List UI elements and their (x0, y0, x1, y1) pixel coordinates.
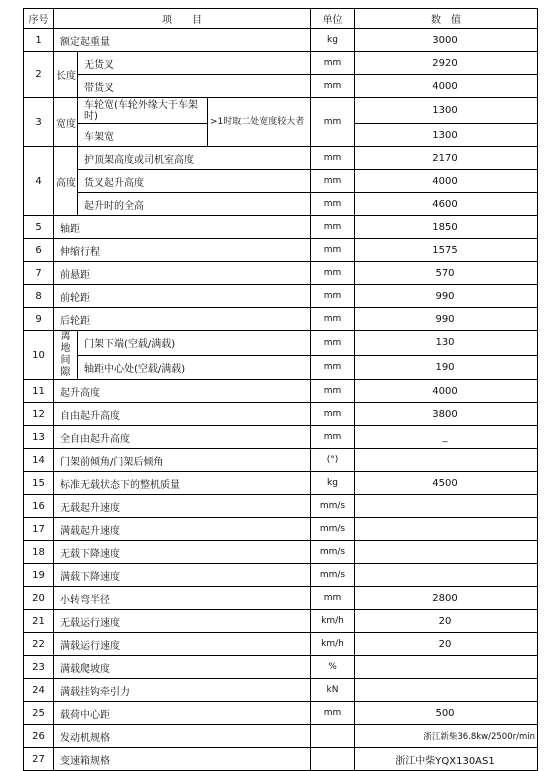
row-no: 25 (24, 702, 54, 725)
row-no: 14 (24, 449, 54, 472)
table-row (24, 426, 538, 449)
row-label: 满载爬坡度 (54, 656, 311, 679)
row-no: 7 (24, 262, 54, 285)
row-unit: mm (311, 403, 355, 426)
row-label: 轴距 (54, 216, 311, 239)
table-row (24, 449, 538, 472)
row-label: 前悬距 (54, 262, 311, 285)
row-label: 宽度 (54, 98, 78, 147)
row-unit: mm/s (311, 541, 355, 564)
table-row (24, 472, 538, 495)
row-no: 11 (24, 380, 54, 403)
header-row (24, 9, 538, 29)
row-unit: mm (311, 285, 355, 308)
row-value (355, 564, 538, 587)
row-unit: mm (311, 52, 355, 75)
row-unit: km/h (311, 610, 355, 633)
row-unit: mm (311, 426, 355, 449)
table-row (24, 262, 538, 285)
row-no: 1 (24, 29, 54, 52)
row-sublabel: 车架宽 (78, 124, 208, 147)
row-label: 门架前倾角/门架后倾角 (54, 449, 311, 472)
row-unit: mm (311, 75, 355, 98)
row-value: 3800 (355, 403, 538, 426)
row-no: 26 (24, 725, 54, 748)
row-no: 21 (24, 610, 54, 633)
row-no: 9 (24, 308, 54, 331)
table-row (24, 403, 538, 426)
row-value: 190 (355, 355, 538, 380)
row-label: 伸缩行程 (54, 239, 311, 262)
row-no: 16 (24, 495, 54, 518)
header-unit: 单位 (311, 9, 355, 29)
row-no: 12 (24, 403, 54, 426)
row-no: 27 (24, 748, 54, 771)
table-row (24, 147, 538, 170)
row-unit: mm (311, 587, 355, 610)
row-unit: mm (311, 308, 355, 331)
row-value (355, 495, 538, 518)
table-row (24, 748, 538, 771)
row-value: _ (355, 426, 538, 449)
row-value (355, 518, 538, 541)
row-no: 6 (24, 239, 54, 262)
row-no: 18 (24, 541, 54, 564)
row-no: 15 (24, 472, 54, 495)
row-unit: mm (311, 702, 355, 725)
spec-table (23, 8, 538, 771)
row-unit: mm (311, 170, 355, 193)
row-value: 3000 (355, 29, 538, 52)
table-row (24, 355, 538, 380)
row-label: 高度 (54, 147, 78, 216)
row-sublabel: 门架下端(空载/满载) (78, 331, 311, 356)
table-row (24, 495, 538, 518)
row-unit: mm/s (311, 518, 355, 541)
row-label: 变速箱规格 (54, 748, 311, 771)
row-no: 10 (24, 331, 54, 380)
row-value (355, 679, 538, 702)
row-value (355, 656, 538, 679)
row-sublabel: 车轮宽(车轮外缘大于车架时) (78, 98, 208, 124)
row-label: 全自由起升高度 (54, 426, 311, 449)
row-unit: kg (311, 29, 355, 52)
row-value: 4000 (355, 380, 538, 403)
row-value: 990 (355, 285, 538, 308)
table-row (24, 380, 538, 403)
table-row (24, 725, 538, 748)
row-unit (311, 725, 355, 748)
row-label: 无载下降速度 (54, 541, 311, 564)
row-value (355, 449, 538, 472)
table-row (24, 98, 538, 124)
row-label: 无载起升速度 (54, 495, 311, 518)
row-no: 2 (24, 52, 54, 98)
table-row (24, 285, 538, 308)
row-value: 4000 (355, 75, 538, 98)
row-value: 4600 (355, 193, 538, 216)
row-note: >1时取二处宽度较大者 (208, 98, 311, 147)
row-unit (311, 748, 355, 771)
table-row (24, 610, 538, 633)
row-no: 17 (24, 518, 54, 541)
table-row (24, 216, 538, 239)
row-sublabel: 带货叉 (78, 75, 311, 98)
row-no: 24 (24, 679, 54, 702)
row-no: 4 (24, 147, 54, 216)
row-value: 4000 (355, 170, 538, 193)
row-no: 8 (24, 285, 54, 308)
table-row (24, 564, 538, 587)
row-no: 22 (24, 633, 54, 656)
row-value: 1300 (355, 124, 538, 147)
table-row (24, 587, 538, 610)
table-row (24, 29, 538, 52)
table-row (24, 239, 538, 262)
row-value: 20 (355, 633, 538, 656)
row-value: 2920 (355, 52, 538, 75)
header-no: 序号 (24, 9, 54, 29)
row-value: 570 (355, 262, 538, 285)
row-label: 满载挂钩牵引力 (54, 679, 311, 702)
row-unit: mm (311, 98, 355, 147)
row-value: 20 (355, 610, 538, 633)
row-value: 1850 (355, 216, 538, 239)
row-unit: mm (311, 216, 355, 239)
row-no: 23 (24, 656, 54, 679)
row-label: 无载运行速度 (54, 610, 311, 633)
row-value: 130 (355, 331, 538, 356)
row-sublabel: 护顶架高度或司机室高度 (78, 147, 311, 170)
row-label: 小转弯半径 (54, 587, 311, 610)
row-label: 长度 (54, 52, 78, 98)
row-sublabel: 无货叉 (78, 52, 311, 75)
row-value (355, 541, 538, 564)
row-label: 满载下降速度 (54, 564, 311, 587)
table-row (24, 679, 538, 702)
row-sublabel: 起升时的全高 (78, 193, 311, 216)
table-row (24, 308, 538, 331)
row-unit: mm (311, 355, 355, 380)
row-unit: km/h (311, 633, 355, 656)
table-row (24, 193, 538, 216)
table-row (24, 52, 538, 75)
row-unit: mm (311, 262, 355, 285)
table-row (24, 170, 538, 193)
row-label: 载荷中心距 (54, 702, 311, 725)
row-unit: mm (311, 331, 355, 356)
row-label: 满载起升速度 (54, 518, 311, 541)
row-label: 发动机规格 (54, 725, 311, 748)
row-unit: (°) (311, 449, 355, 472)
row-no: 20 (24, 587, 54, 610)
table-row (24, 518, 538, 541)
row-unit: mm/s (311, 564, 355, 587)
table-row (24, 75, 538, 98)
row-unit: kg (311, 472, 355, 495)
row-value: 4500 (355, 472, 538, 495)
row-label: 前轮距 (54, 285, 311, 308)
row-value: 浙江中柴YQX130AS1 (355, 748, 538, 771)
row-value: 浙江新柴36.8kw/2500r/min (355, 725, 538, 748)
row-label: 自由起升高度 (54, 403, 311, 426)
row-sublabel: 货叉起升高度 (78, 170, 311, 193)
row-unit: mm (311, 239, 355, 262)
row-value: 2800 (355, 587, 538, 610)
row-no: 13 (24, 426, 54, 449)
row-value: 990 (355, 308, 538, 331)
table-row (24, 633, 538, 656)
row-unit: % (311, 656, 355, 679)
row-unit: mm/s (311, 495, 355, 518)
table-row (24, 331, 538, 356)
row-label: 后轮距 (54, 308, 311, 331)
table-row (24, 656, 538, 679)
table-row (24, 702, 538, 725)
row-label: 离地间隙 (54, 331, 78, 380)
row-label: 标准无载状态下的整机质量 (54, 472, 311, 495)
table-row (24, 541, 538, 564)
row-unit: mm (311, 380, 355, 403)
row-sublabel: 轴距中心处(空载/满载) (78, 355, 311, 380)
row-unit: kN (311, 679, 355, 702)
row-value: 500 (355, 702, 538, 725)
row-label: 起升高度 (54, 380, 311, 403)
header-value: 数 值 (355, 9, 538, 29)
row-no: 5 (24, 216, 54, 239)
row-unit: mm (311, 147, 355, 170)
row-no: 3 (24, 98, 54, 147)
row-label: 满载运行速度 (54, 633, 311, 656)
row-unit: mm (311, 193, 355, 216)
row-label: 额定起重量 (54, 29, 311, 52)
row-value: 1575 (355, 239, 538, 262)
header-item: 项 目 (54, 9, 311, 29)
row-value: 1300 (355, 98, 538, 124)
row-no: 19 (24, 564, 54, 587)
row-value: 2170 (355, 147, 538, 170)
